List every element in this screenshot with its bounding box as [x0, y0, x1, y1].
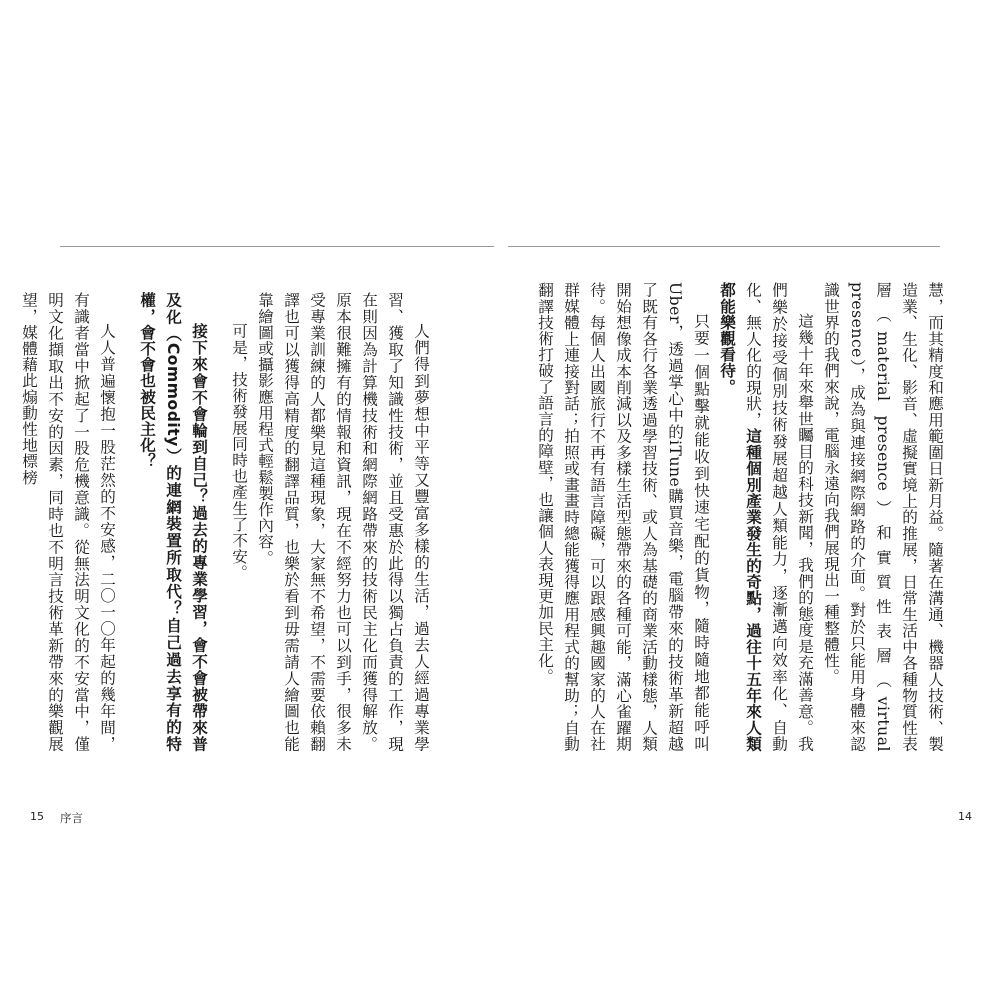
paragraph — [714, 282, 818, 752]
page-number-left: 15 — [30, 810, 44, 823]
text-segment: 可是，技術發展同時也產生了不安。 — [230, 323, 248, 581]
paragraph-gap — [212, 292, 226, 752]
text-segment: 人們得到夢想中平等又豐富多樣的生活，過去人經過專業學習、獲取了知識性技術，並且受惠於此得以獨占負責的工作，現在則因為計算機技術和網際網路帶來的技術民主化而獲得解放。原本很難擁有的情報和資訊，現在不經努力也可以到手，很多未受專業訓練的人都樂見這種現象，大家無不希望，不需要依賴翻譯也可以獲得高精度的翻譯品質，也樂於看到毋需請人繪圖也能靠繪圖或攝影應用程式輕鬆製作內容。 — [256, 292, 430, 752]
right-page — [500, 0, 1000, 1000]
paragraph — [226, 292, 252, 752]
text-segment: 只要一個點擊就能收到快速宅配的貨物，隨時隨地都能呼叫Uber，透過掌心中的iTune購買音樂，電腦帶來的技術革新超越了既有各行各業透過學習技術、或人為基礎的商業活動樣態，人類開始想像成本削減以及多樣生活型態帶來的各種可能，滿心雀躍期待。每個人出國旅行不再有語言障礙，可以跟感興趣國家的人在社群媒體上連接對話；拍照或畫畫時總能獲得應用程式的幫助；自動翻譯技術打破了語言的障壁，也讓個人表現更加民主化。 — [536, 282, 710, 752]
bold-text-segment: 這種個別產業發生的奇點，過往十五年來人類都能樂觀看待。 — [718, 282, 762, 753]
header-rule — [508, 246, 940, 247]
right-page-body-text — [532, 282, 948, 752]
paragraph — [16, 292, 120, 752]
text-segment: 慧，而其精度和應用範圍日新月益。隨著在溝通、機器人技術、製造業、生化、影音、虛擬實境上的推展，日常生活中各種物質性表層（material presence）和實質性表層（virtual presence），成為與連接網際網路的介面。對於只能用身體來認識世界的我們來說，電腦永遠向我們展現出一種整體性。 — [822, 282, 944, 752]
bold-text-segment: 接下來會不會輪到自己？過去的專業學習，會不會被帶來普及化（Commodity）的連網裝置所取代？自己過去享有的特權，會不會也被民主化？ — [138, 292, 208, 752]
paragraph — [252, 292, 434, 752]
paragraph — [134, 292, 212, 752]
header-rule — [60, 246, 494, 247]
paragraph — [532, 282, 714, 752]
paragraph-gap — [120, 292, 134, 752]
running-title: 序言 — [60, 811, 83, 825]
text-segment: 人人普遍懷抱一股茫然的不安感，二〇一〇年起的幾年間，有識者當中掀起了一股危機意識。從無法明文化的不安當中，僅明文化擷取出不安的因素，同時也不明言技術革新帶來的樂觀展望，媒體藉此煽動性地標榜 — [20, 292, 116, 752]
left-page-body-text — [16, 292, 434, 752]
text-segment: 這幾十年來舉世矚目的科技新聞，我們的態度是充滿善意。我們樂於接受個別技術發展超越人類能力，逐漸邁向效率化、自動化、無人化的現狀， — [744, 282, 814, 752]
paragraph — [818, 282, 948, 752]
page-number-right: 14 — [958, 810, 972, 823]
